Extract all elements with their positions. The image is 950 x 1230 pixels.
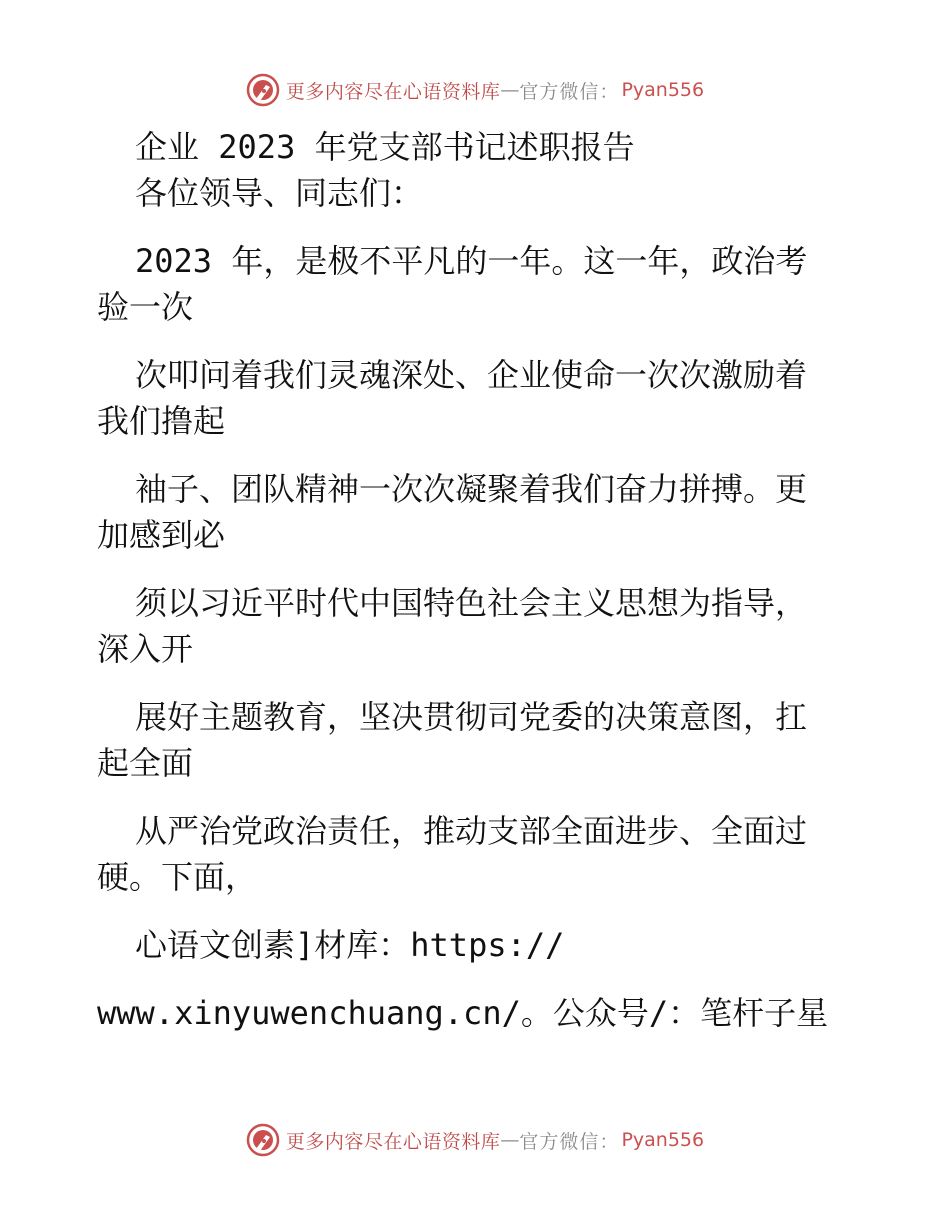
paragraph-line: 加感到必	[97, 516, 226, 554]
banner-separator: —	[500, 1129, 520, 1151]
paragraph-line: 起全面	[97, 744, 194, 782]
document-body	[97, 124, 857, 1036]
pen-nib-logo-icon	[246, 73, 280, 107]
banner-wechat-id: Pyan556	[621, 1129, 705, 1151]
paragraph-line: 深入开	[97, 630, 194, 668]
paragraph-line: 验一次	[97, 288, 194, 326]
paragraph-line: 袖子、团队精神一次次凝聚着我们奋力拼搏。更	[135, 470, 808, 508]
paragraph-line: 从严治党政治责任，推动支部全面进步、全面过	[135, 812, 808, 850]
banner-wechat-id: Pyan556	[621, 79, 705, 101]
banner-official-label: 官方微信：	[519, 80, 620, 103]
banner-separator: —	[500, 79, 520, 101]
paragraph-line: 次叩问着我们灵魂深处、企业使命一次次激励着	[135, 356, 808, 394]
paragraph-line: 须以习近平时代中国特色社会主义思想为指导，	[135, 584, 808, 622]
banner-brand-text: 更多内容尽在心语资料库	[285, 80, 501, 103]
source-line: 心语文创素]材库：https://	[135, 926, 565, 964]
paragraph-line: 我们撸起	[97, 402, 226, 440]
banner-official-label: 官方微信：	[519, 1130, 620, 1153]
paragraph-line: 2023 年，是极不平凡的一年。这一年，政治考	[135, 242, 808, 280]
header-banner[interactable]	[0, 70, 950, 110]
pen-nib-logo-icon	[246, 1123, 280, 1157]
document-title: 企业 2023 年党支部书记述职报告	[135, 128, 635, 166]
banner-brand-text: 更多内容尽在心语资料库	[285, 1130, 501, 1153]
source-url-line[interactable]: www.xinyuwenchuang.cn/。公众号/：笔杆子星	[97, 994, 829, 1032]
paragraph-line: 展好主题教育，坚决贯彻司党委的决策意图，扛	[135, 698, 808, 736]
footer-banner[interactable]	[0, 1120, 950, 1160]
paragraph-line: 硬。下面，	[97, 858, 258, 896]
salutation: 各位领导、同志们：	[135, 174, 424, 212]
